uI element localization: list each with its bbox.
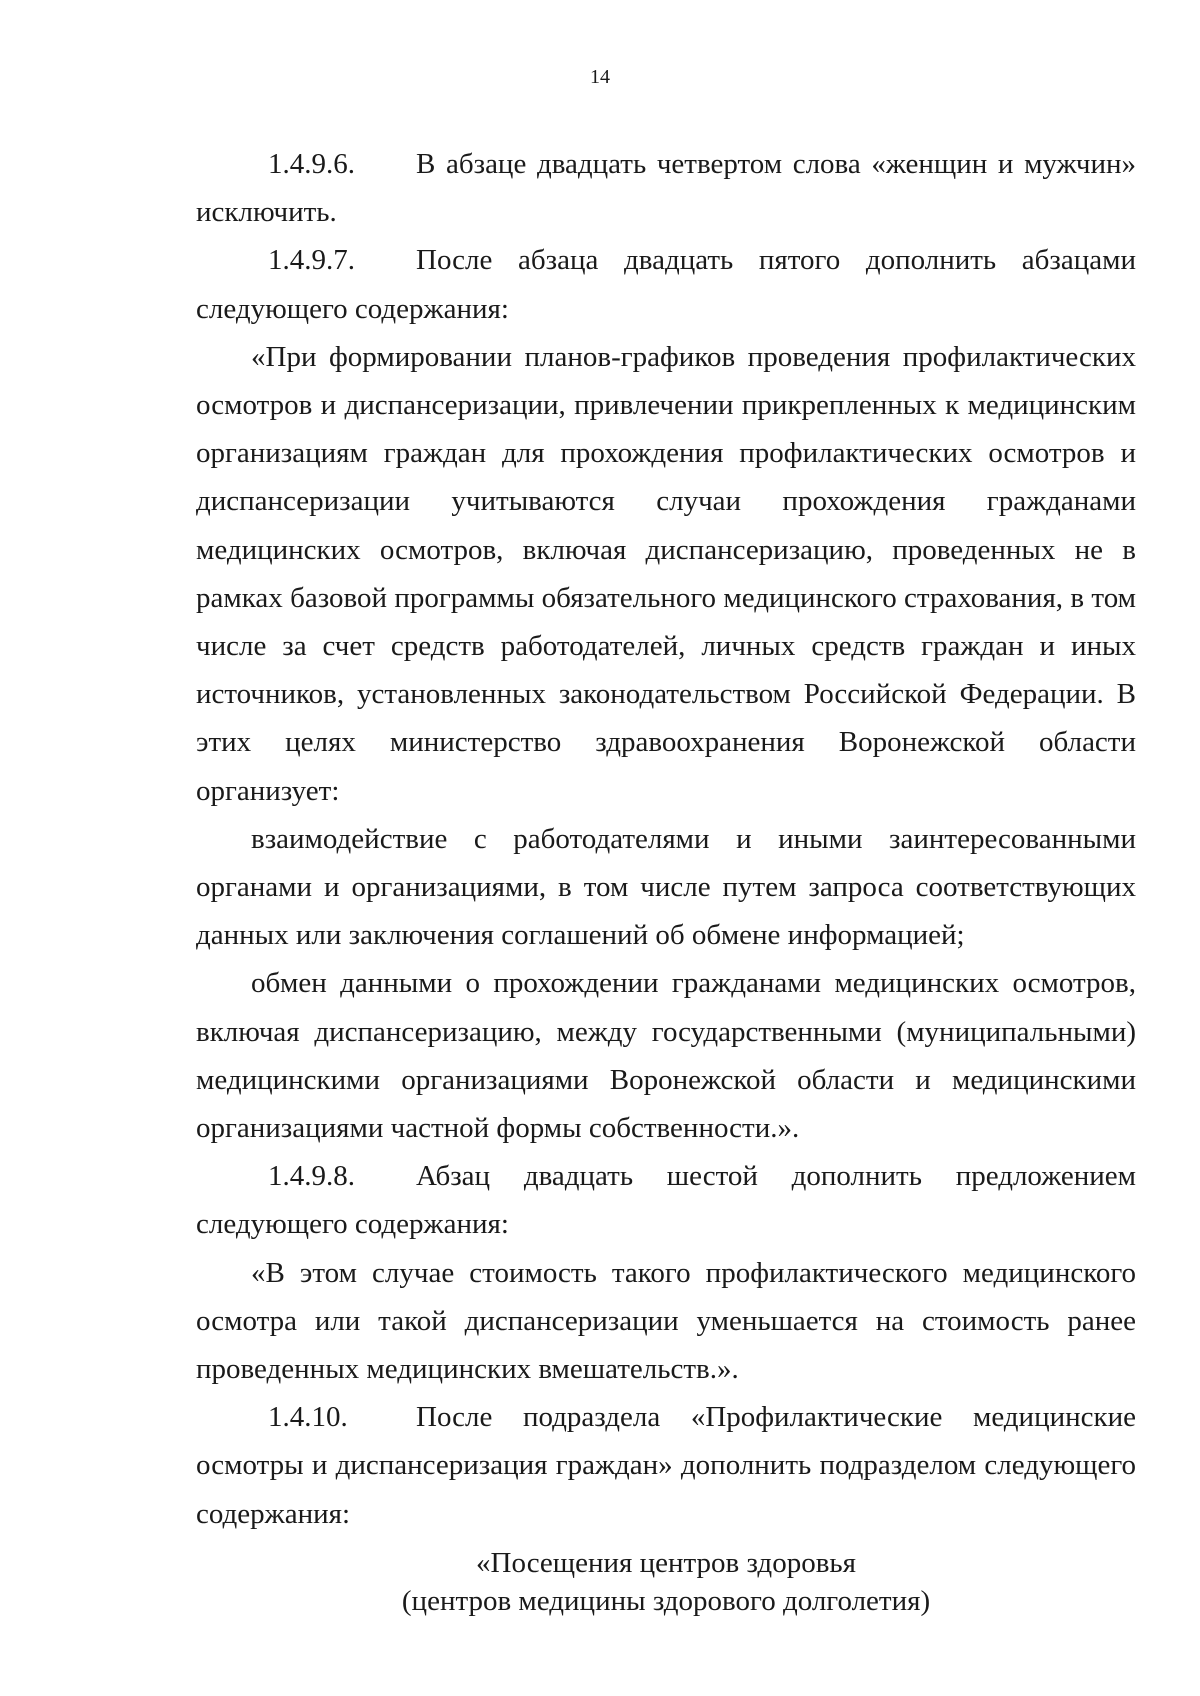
document-body bbox=[196, 140, 1136, 1620]
item-number: 1.4.9.8. bbox=[268, 1160, 355, 1193]
item-text: Абзац двадцать шестой дополнить предложением следующего содержания: bbox=[196, 1160, 1136, 1241]
item-1-4-9-7 bbox=[196, 236, 1136, 332]
item-text: В абзаце двадцать четвертом слова «женщин и мужчин» исключить. bbox=[196, 148, 1136, 229]
item-number: 1.4.10. bbox=[268, 1401, 348, 1434]
quote-paragraph: обмен данными о прохождении гражданами медицинских осмотров, включая диспансеризацию, между государственными (муниципальными) медицинскими организациями Воронежской области и медицинскими организациями частной формы собственности.». bbox=[196, 967, 1136, 1145]
heading-line: «Посещения центров здоровья bbox=[476, 1546, 856, 1579]
item-number: 1.4.9.6. bbox=[268, 148, 355, 180]
item-1-4-9-8 bbox=[196, 1152, 1136, 1248]
quote-paragraph: «При формировании планов-графиков проведения профилактических осмотров и диспансеризации, привлечении прикрепленных к медицинским организациям граждан для прохождения профилактических осмотров и диспансеризации учитываются случаи прохождения гражданами медицинских осмотров, включая диспансеризацию, проведенных не в рамках базовой программы обязательного медицинского страхования, в том числе за счет средств работодателей, личных средств граждан и иных источников, установленных законодательством Российской Федерации. В этих целях министерство здравоохранения Воронежской области организует: bbox=[196, 340, 1136, 807]
item-number: 1.4.9.7. bbox=[268, 244, 355, 277]
item-1-4-9-6 bbox=[196, 140, 1136, 236]
item-text: После подраздела «Профилактические медицинские осмотры и диспансеризация граждан» дополнить подразделом следующего содержания: bbox=[196, 1401, 1136, 1530]
item-1-4-10 bbox=[196, 1393, 1136, 1538]
quote-paragraph: «В этом случае стоимость такого профилактического медицинского осмотра или такой диспансеризации уменьшается на стоимость ранее проведенных медицинских вмешательств.». bbox=[196, 1256, 1136, 1386]
subsection-heading bbox=[196, 1544, 1136, 1620]
page-number: 14 bbox=[590, 66, 610, 88]
item-text: После абзаца двадцать пятого дополнить абзацами следующего содержания: bbox=[196, 244, 1136, 325]
heading-line: (центров медицины здорового долголетия) bbox=[401, 1584, 931, 1617]
quote-paragraph: взаимодействие с работодателями и иными заинтересованными органами и организациями, в том числе путем запроса соответствующих данных или заключения соглашений об обмене информацией; bbox=[196, 822, 1136, 952]
